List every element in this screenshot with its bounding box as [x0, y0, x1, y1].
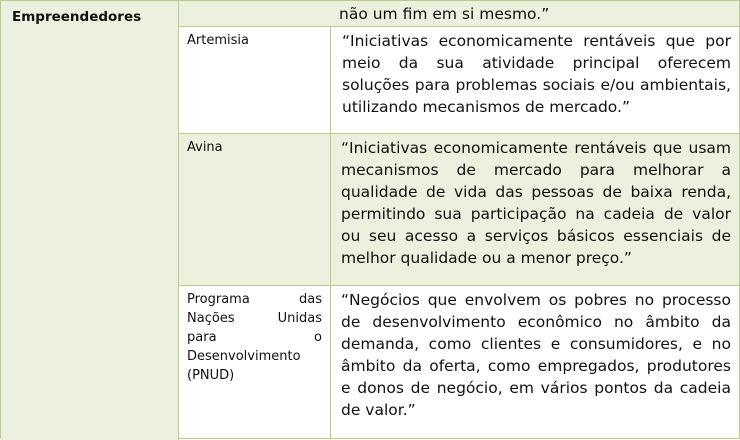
org-name-line: para o — [187, 330, 322, 345]
continuation-text: não um fim em si mesmo.” — [339, 5, 550, 23]
org-name-line: Programa das — [187, 292, 322, 307]
continuation-row — [179, 1, 739, 27]
org-name-line: Desenvolvimento — [187, 349, 301, 364]
definition-text: “Iniciativas economicamente rentáveis que usam mecanismos de mercado para melhorar a qualidade de vida das pessoas de baixa renda, permitindo sua participação na cadeia de valor ou seu acesso a serviços básicos essenciais de melhor qualidade ou a menor preço.” — [341, 139, 731, 267]
table-row-avina — [179, 134, 739, 286]
org-name-line: Nações Unidas — [187, 311, 322, 326]
org-name: Avina — [179, 134, 331, 285]
table-row-pnud — [179, 286, 739, 438]
table-row-artemisia — [179, 27, 739, 134]
org-name: Artemisia — [179, 27, 331, 133]
category-label: Empreendedores — [12, 9, 142, 25]
definition-text: “Negócios que envolvem os pobres no processo de desenvolvimento econômico no âmbito da demanda, como clientes e consumidores, e no âmbito da oferta, como empregados, produtores e donos de negócio, em vários pontos da cadeia de valor.” — [341, 291, 731, 419]
org-name — [179, 286, 331, 438]
category-column — [1, 1, 179, 440]
org-name-line: (PNUD) — [187, 368, 235, 383]
definition-text: “Iniciativas economicamente rentáveis que por meio da sua atividade principal oferecem soluções para problemas sociais e/ou ambientais, utilizando mecanismos de mercado.” — [342, 32, 731, 116]
